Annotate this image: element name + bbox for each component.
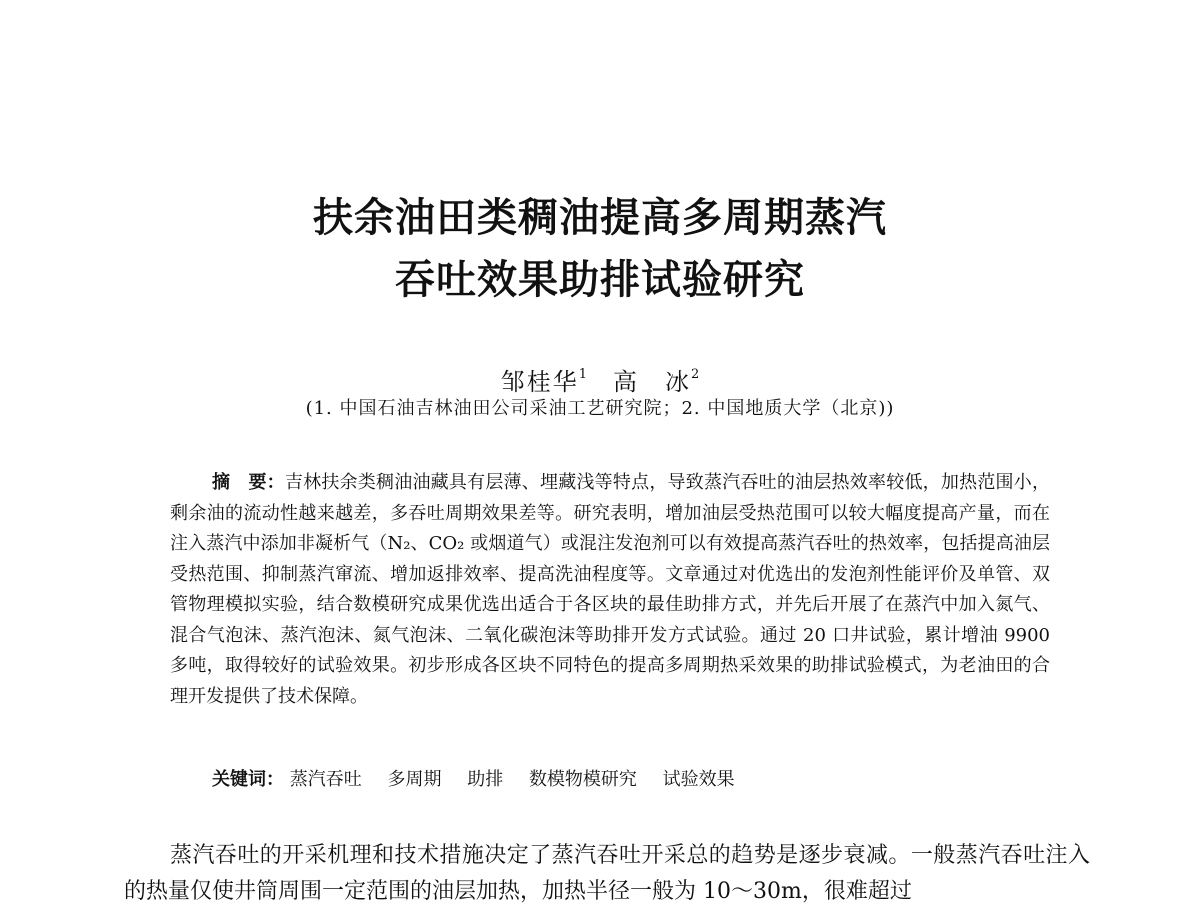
keyword: 多周期: [387, 769, 442, 790]
keyword: 助排: [467, 769, 504, 790]
author-name: 高 冰: [613, 368, 691, 396]
abstract-text: 吉林扶余类稠油油藏具有层薄、埋藏浅等特点，导致蒸汽吞吐的油层热效率较低，加热范围小，剩余油的流动性越来越差，多吞吐周期效果差等。研究表明，增加油层受热范围可以较大幅度提高产量，而在注入蒸汽中添加非凝析气（N₂、CO₂ 或烟道气）或混注发泡剂可以有效提高蒸汽吞吐的热效率，包括提高油层受热范围、抑制蒸汽窜流、增加返排效率、提高洗油程度等。文章通过对优选出的发泡剂性能评价及单管、双管物理模拟实验，结合数模研究成果优选出适合于各区块的最佳助排方式，并先后开展了在蒸汽中加入氮气、混合气泡沫、蒸汽泡沫、氮气泡沫、二氧化碳泡沫等助排开发方式试验。通过 20 口井试验，累计增油 9900 多吨，取得较好的试验效果。初步形成各区块不同特色的提高多周期热采效果的助排试验模式，为老油田的合理开发提供了技术保障。: [170, 472, 1050, 707]
author-affiliation-mark: 1: [578, 367, 587, 382]
keywords-line: [212, 766, 755, 794]
keyword: 蒸汽吞吐: [289, 769, 362, 790]
abstract-label: 摘 要：: [212, 472, 285, 493]
author-name: 邹桂华: [500, 368, 579, 396]
paper-title-line-1: 扶余油田类稠油提高多周期蒸汽: [313, 195, 887, 241]
paper-title-line-2: 吞吐效果助排试验研究: [395, 257, 805, 303]
author-affiliation-mark: 2: [691, 367, 700, 382]
keyword: 试验效果: [662, 769, 735, 790]
keywords-label: 关键词：: [212, 769, 284, 790]
body-text: [124, 838, 1090, 910]
affiliation-line: (1. 中国石油吉林油田公司采油工艺研究院；2. 中国地质大学（北京)): [305, 398, 895, 419]
body-paragraph: 蒸汽吞吐的开采机理和技术措施决定了蒸汽吞吐开采总的趋势是逐步衰减。一般蒸汽吞吐注入的热量仅使井筒周围一定范围的油层加热，加热半径一般为 10～30m，很难超过: [124, 843, 1090, 904]
abstract-block: [170, 468, 1050, 712]
keyword: 数模物模研究: [528, 769, 637, 790]
author-list: [0, 360, 1200, 397]
